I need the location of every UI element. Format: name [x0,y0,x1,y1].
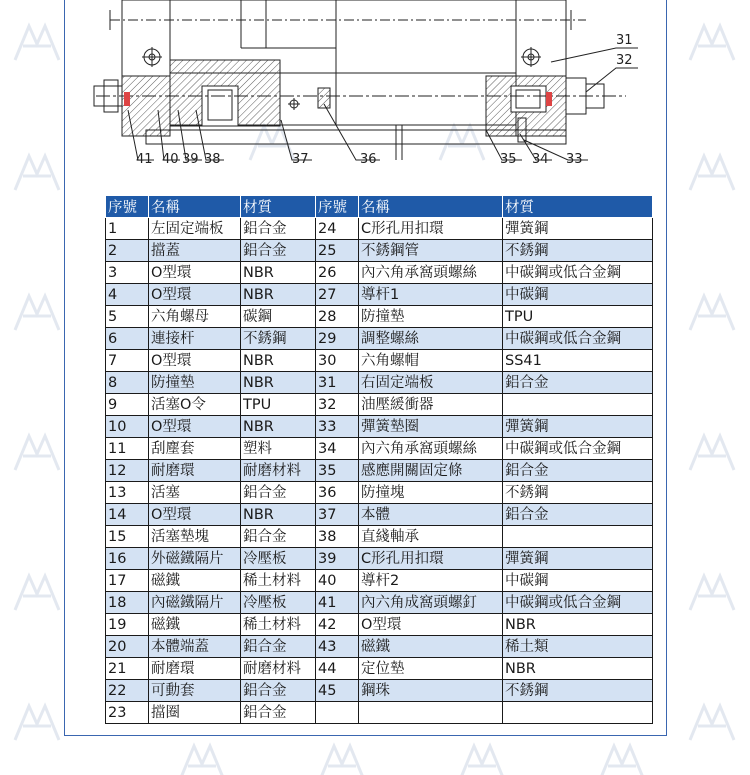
table-cell: 13 [106,482,149,504]
table-cell [503,526,653,548]
header-name-left: 名稱 [149,196,241,218]
callout-36: 36 [360,152,377,167]
table-cell: 耐磨環 [149,658,241,680]
table-row [106,592,653,614]
table-cell: 2 [106,240,149,262]
table-cell: 刮塵套 [149,438,241,460]
table-cell: 塑料 [241,438,316,460]
table-cell: 本體 [359,504,503,526]
table-cell: 定位墊 [359,658,503,680]
table-row [106,482,653,504]
table-cell: O型環 [149,416,241,438]
table-cell: 不銹鋼管 [359,240,503,262]
table-cell: 8 [106,372,149,394]
table-cell: 33 [316,416,359,438]
table-cell: NBR [241,284,316,306]
table-row [106,460,653,482]
table-cell: NBR [241,350,316,372]
table-cell: 外磁鐵隔片 [149,548,241,570]
table-cell: 內六角成窩頭螺釘 [359,592,503,614]
header-material-right: 材質 [503,196,653,218]
table-cell: 中碳鋼 [503,570,653,592]
table-cell: 27 [316,284,359,306]
table-cell: 冷壓板 [241,548,316,570]
table-cell: 17 [106,570,149,592]
table-cell: O型環 [359,614,503,636]
table-cell: 活塞O令 [149,394,241,416]
table-cell: 34 [316,438,359,460]
table-cell: 鋁合金 [241,482,316,504]
table-cell: 碳鋼 [241,306,316,328]
table-cell: 5 [106,306,149,328]
table-cell [503,702,653,724]
table-cell: 鋁合金 [503,460,653,482]
table-cell: 14 [106,504,149,526]
table-row [106,262,653,284]
table-cell: 活塞 [149,482,241,504]
table-cell: 擋圈 [149,702,241,724]
table-cell: 42 [316,614,359,636]
table-cell: C形孔用扣環 [359,218,503,240]
table-cell: 23 [106,702,149,724]
table-cell: 41 [316,592,359,614]
table-header-row [106,196,653,218]
table-cell: 32 [316,394,359,416]
table-cell: 中碳鋼或低合金鋼 [503,328,653,350]
table-cell: 防撞墊 [149,372,241,394]
table-row [106,218,653,240]
callout-34: 34 [532,152,549,167]
table-cell: 中碳鋼或低合金鋼 [503,262,653,284]
callout-35: 35 [500,152,517,167]
table-cell: 18 [106,592,149,614]
table-cell: O型環 [149,504,241,526]
table-row [106,416,653,438]
table-cell [359,702,503,724]
table-cell: 40 [316,570,359,592]
table-row [106,504,653,526]
table-cell: 調整螺絲 [359,328,503,350]
table-row [106,240,653,262]
table-cell: 冷壓板 [241,592,316,614]
table-cell: NBR [241,416,316,438]
table-cell: 7 [106,350,149,372]
header-name-right: 名稱 [359,196,503,218]
callout-31: 31 [616,33,633,48]
table-cell: 稀土材料 [241,614,316,636]
table-row [106,658,653,680]
table-row [106,680,653,702]
table-cell: 12 [106,460,149,482]
table-cell: 擋蓋 [149,240,241,262]
callout-40: 40 [162,152,179,167]
table-cell: 彈簧鋼 [503,416,653,438]
table-cell: 防撞墊 [359,306,503,328]
table-cell: 左固定端板 [149,218,241,240]
table-cell: 內六角承窩頭螺絲 [359,262,503,284]
callout-32: 32 [616,53,633,68]
table-row [106,702,653,724]
table-cell: 右固定端板 [359,372,503,394]
table-cell: 鋁合金 [503,372,653,394]
table-cell: 36 [316,482,359,504]
table-cell: TPU [241,394,316,416]
table-cell: 油壓緩衝器 [359,394,503,416]
table-cell: O型環 [149,284,241,306]
table-row [106,394,653,416]
header-material-left: 材質 [241,196,316,218]
table-row [106,350,653,372]
table-row [106,526,653,548]
table-cell: 導杆1 [359,284,503,306]
table-cell: 導杆2 [359,570,503,592]
table-cell: 21 [106,658,149,680]
table-cell: 直綫軸承 [359,526,503,548]
table-cell: NBR [503,614,653,636]
table-cell: 鋁合金 [241,636,316,658]
table-cell: 26 [316,262,359,284]
table-cell: 28 [316,306,359,328]
table-row [106,548,653,570]
table-cell: 不銹鋼 [503,240,653,262]
table-cell: 鋁合金 [503,504,653,526]
callout-39: 39 [182,152,199,167]
table-cell: 1 [106,218,149,240]
table-cell: 31 [316,372,359,394]
table-cell: 稀土類 [503,636,653,658]
table-row [106,570,653,592]
table-cell: 20 [106,636,149,658]
table-cell: 耐磨環 [149,460,241,482]
table-cell: 中碳鋼或低合金鋼 [503,592,653,614]
table-cell: 38 [316,526,359,548]
table-cell: 不銹鋼 [503,680,653,702]
table-cell: 39 [316,548,359,570]
parts-material-table [105,195,653,724]
table-cell: 29 [316,328,359,350]
header-no-left: 序號 [106,196,149,218]
table-cell: SS41 [503,350,653,372]
table-cell: O型環 [149,262,241,284]
table-cell: 22 [106,680,149,702]
table-cell: 耐磨材料 [241,460,316,482]
table-cell: 3 [106,262,149,284]
callout-33: 33 [566,152,583,167]
table-cell: O型環 [149,350,241,372]
callout-37: 37 [292,152,309,167]
table-cell: 11 [106,438,149,460]
table-cell: 15 [106,526,149,548]
table-cell: 44 [316,658,359,680]
table-cell: 16 [106,548,149,570]
table-row [106,284,653,306]
table-cell: 磁鐵 [359,636,503,658]
table-row [106,438,653,460]
table-cell: 43 [316,636,359,658]
table-cell: 35 [316,460,359,482]
table-cell: 4 [106,284,149,306]
table-cell: 彈簧鋼 [503,548,653,570]
table-cell: 45 [316,680,359,702]
table-cell: 鋁合金 [241,702,316,724]
table-cell: 鋁合金 [241,680,316,702]
callout-38: 38 [204,152,221,167]
table-cell: 磁鐵 [149,570,241,592]
table-cell: 內磁鐵隔片 [149,592,241,614]
table-cell: 19 [106,614,149,636]
table-cell: TPU [503,306,653,328]
table-cell: 六角螺帽 [359,350,503,372]
table-cell: 連接杆 [149,328,241,350]
table-cell: 鋼珠 [359,680,503,702]
table-cell: C形孔用扣環 [359,548,503,570]
table-cell: 耐磨材料 [241,658,316,680]
table-cell: NBR [503,658,653,680]
table-cell: 六角螺母 [149,306,241,328]
table-cell: 中碳鋼 [503,284,653,306]
table-cell: 中碳鋼或低合金鋼 [503,438,653,460]
table-cell: 活塞墊塊 [149,526,241,548]
callout-41: 41 [136,152,153,167]
table-cell: NBR [241,504,316,526]
table-cell: 彈簧鋼 [503,218,653,240]
table-cell: 內六角承窩頭螺絲 [359,438,503,460]
table-row [106,614,653,636]
table-cell: 10 [106,416,149,438]
table-cell: 磁鐵 [149,614,241,636]
table-cell: 6 [106,328,149,350]
table-cell: 鋁合金 [241,526,316,548]
table-cell: 本體端蓋 [149,636,241,658]
table-cell [503,394,653,416]
table-cell: 24 [316,218,359,240]
table-row [106,636,653,658]
table-body [106,218,653,724]
table-cell: 9 [106,394,149,416]
table-cell: 彈簧墊圈 [359,416,503,438]
cylinder-section-drawing [66,0,666,178]
table-cell: 不銹鋼 [503,482,653,504]
table-cell: 稀土材料 [241,570,316,592]
table-cell: 防撞塊 [359,482,503,504]
table-cell: 37 [316,504,359,526]
header-no-right: 序號 [316,196,359,218]
table-cell: NBR [241,372,316,394]
table-cell: 30 [316,350,359,372]
table-cell: 感應開關固定條 [359,460,503,482]
table-cell [316,702,359,724]
table-row [106,306,653,328]
table-row [106,328,653,350]
table-row [106,372,653,394]
table-cell: 鋁合金 [241,240,316,262]
table-cell: 可動套 [149,680,241,702]
table-cell: 鋁合金 [241,218,316,240]
table-cell: 25 [316,240,359,262]
table-cell: 不銹鋼 [241,328,316,350]
table-cell: NBR [241,262,316,284]
